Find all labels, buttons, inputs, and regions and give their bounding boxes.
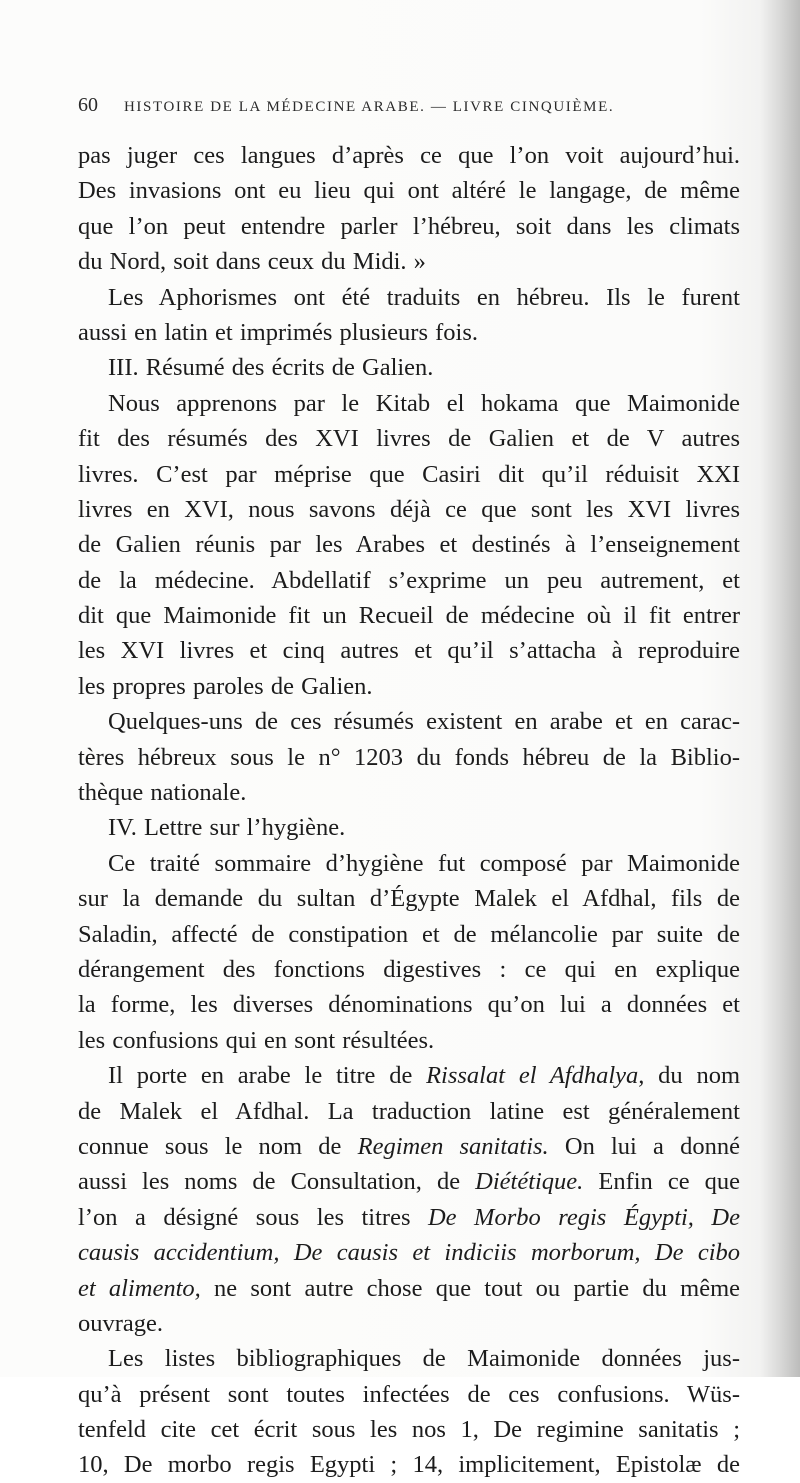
text-line <box>78 421 740 456</box>
text-line <box>78 1200 740 1235</box>
text-line-roman: 10, De morbo regis Egypti ; 14, implicitement, Epistolæ de <box>78 1451 740 1479</box>
text-line <box>78 315 740 350</box>
text-line-roman: de Malek el Afdhal. La traduction latine est généralement <box>78 1097 740 1125</box>
text-line-roman: les confusions qui en sont résultées. <box>78 1026 435 1054</box>
text-line-roman: Les Aphorismes ont été traduits en hébreu. Ils le furent <box>108 283 740 311</box>
body-text <box>78 138 740 1483</box>
text-line <box>78 704 740 739</box>
text-line-roman: ouvrage. <box>78 1309 164 1337</box>
text-line <box>78 244 740 279</box>
text-line-roman: de la médecine. Abdellatif s’exprime un peu autrement, et <box>78 566 740 594</box>
text-line <box>78 1164 740 1199</box>
text-line <box>78 633 740 668</box>
text-line-roman: thèque nationale. <box>78 779 247 807</box>
text-line-roman: tères hébreux sous le n° 1203 du fonds hébreu de la Biblio- <box>78 743 740 771</box>
text-line-roman: livres en XVI, nous savons déjà ce que sont les XVI livres <box>78 495 740 523</box>
text-line-roman: qu’à présent sont toutes infectées de ces confusions. Wüs- <box>78 1380 740 1408</box>
text-line-italic: Regimen sanitatis. <box>357 1132 549 1160</box>
text-line <box>78 881 740 916</box>
text-line <box>78 810 740 845</box>
text-line <box>78 952 740 987</box>
text-line <box>78 775 740 810</box>
text-line-roman: tenfeld cite cet écrit sous les nos 1, De regimine sanitatis ; <box>78 1416 740 1444</box>
text-line-roman: Quelques-uns de ces résumés existent en arabe et en carac- <box>108 708 740 736</box>
text-line <box>78 669 740 704</box>
text-line-roman: dérangement des fonctions digestives : ce qui en explique <box>78 955 740 983</box>
text-line <box>78 386 740 421</box>
text-line <box>78 1377 740 1412</box>
text-line <box>78 138 740 173</box>
text-line-roman: la forme, les diverses dénominations qu’on lui a données et <box>78 991 740 1019</box>
text-line-roman-after: Enfin ce que <box>583 1168 740 1196</box>
text-line-roman: dit que Maimonide fit un Recueil de médecine où il fit entrer <box>78 602 740 630</box>
text-line <box>78 846 740 881</box>
text-line <box>78 598 740 633</box>
text-line-roman: connue sous le nom de <box>78 1132 358 1160</box>
running-title: HISTOIRE DE LA MÉDECINE ARABE. — LIVRE CINQUIÈME. <box>124 99 615 115</box>
text-line <box>78 1129 740 1164</box>
text-line-italic: causis accidentium, De causis et indiciis morborum, De cibo <box>78 1239 740 1267</box>
text-line <box>78 563 740 598</box>
text-line-roman: Des invasions ont eu lieu qui ont altéré le langage, de même <box>78 177 740 205</box>
text-line-roman: Les listes bibliographiques de Maimonide données jus- <box>108 1345 740 1373</box>
text-line <box>78 1058 740 1093</box>
text-line-roman: Nous apprenons par le Kitab el hokama que Maimonide <box>108 389 740 417</box>
text-line-roman: sur la demande du sultan d’Égypte Malek el Afdhal, fils de <box>78 885 740 913</box>
text-line-roman: aussi en latin et imprimés plusieurs fois. <box>78 318 478 346</box>
text-line <box>78 1271 740 1306</box>
text-line-roman: les propres paroles de Galien. <box>78 672 373 700</box>
text-line-italic: De Morbo regis Égypti, De <box>427 1203 741 1231</box>
text-line <box>78 173 740 208</box>
text-line-roman-after: On lui a donné <box>548 1132 740 1160</box>
text-line <box>78 280 740 315</box>
text-line-roman: IV. Lettre sur l’hygiène. <box>108 814 346 842</box>
text-line-roman: Il porte en arabe le titre de <box>108 1062 427 1090</box>
text-line <box>78 527 740 562</box>
text-line-italic: Rissalat el Afdhalya, <box>426 1062 645 1090</box>
text-line <box>78 1306 740 1341</box>
text-line <box>78 1023 740 1058</box>
text-line-roman: l’on a désigné sous les titres <box>78 1203 428 1231</box>
text-line <box>78 917 740 952</box>
text-line <box>78 457 740 492</box>
text-line <box>78 209 740 244</box>
text-line <box>78 492 740 527</box>
text-line-roman: III. Résumé des écrits de Galien. <box>108 354 434 382</box>
text-line-roman: Saladin, affecté de constipation et de mélancolie par suite de <box>78 920 740 948</box>
text-line-roman: livres. C’est par méprise que Casiri dit qu’il réduisit XXI <box>78 460 740 488</box>
text-line-roman-after: du nom <box>644 1062 740 1090</box>
text-line <box>78 1341 740 1376</box>
text-line-roman-after: ne sont autre chose que tout ou partie du même <box>200 1274 741 1302</box>
text-line <box>78 740 740 775</box>
text-line-roman: Ce traité sommaire d’hygiène fut composé par Maimonide <box>108 849 740 877</box>
text-line-roman: aussi les noms de Consultation, de <box>78 1168 476 1196</box>
text-line-italic: et alimento, <box>78 1274 201 1302</box>
text-line-roman: les XVI livres et cinq autres et qu’il s’attacha à reproduire <box>78 637 740 665</box>
text-line-roman: que l’on peut entendre parler l’hébreu, soit dans les climats <box>78 212 740 240</box>
text-line <box>78 1235 740 1270</box>
text-line-italic: Diététique. <box>475 1168 584 1196</box>
text-line-roman: fit des résumés des XVI livres de Galien et de V autres <box>78 425 740 453</box>
text-line <box>78 1412 740 1447</box>
text-line-roman: pas juger ces langues d’après ce que l’on voit aujourd’hui. <box>78 142 740 169</box>
text-line <box>78 1447 740 1482</box>
text-line <box>78 350 740 385</box>
text-line-roman: du Nord, soit dans ceux du Midi. » <box>78 248 426 276</box>
text-line <box>78 987 740 1022</box>
page-number: 60 <box>78 94 98 116</box>
running-header <box>78 94 728 117</box>
text-line-roman: de Galien réunis par les Arabes et destinés à l’enseignement <box>78 531 740 559</box>
text-line <box>78 1094 740 1129</box>
